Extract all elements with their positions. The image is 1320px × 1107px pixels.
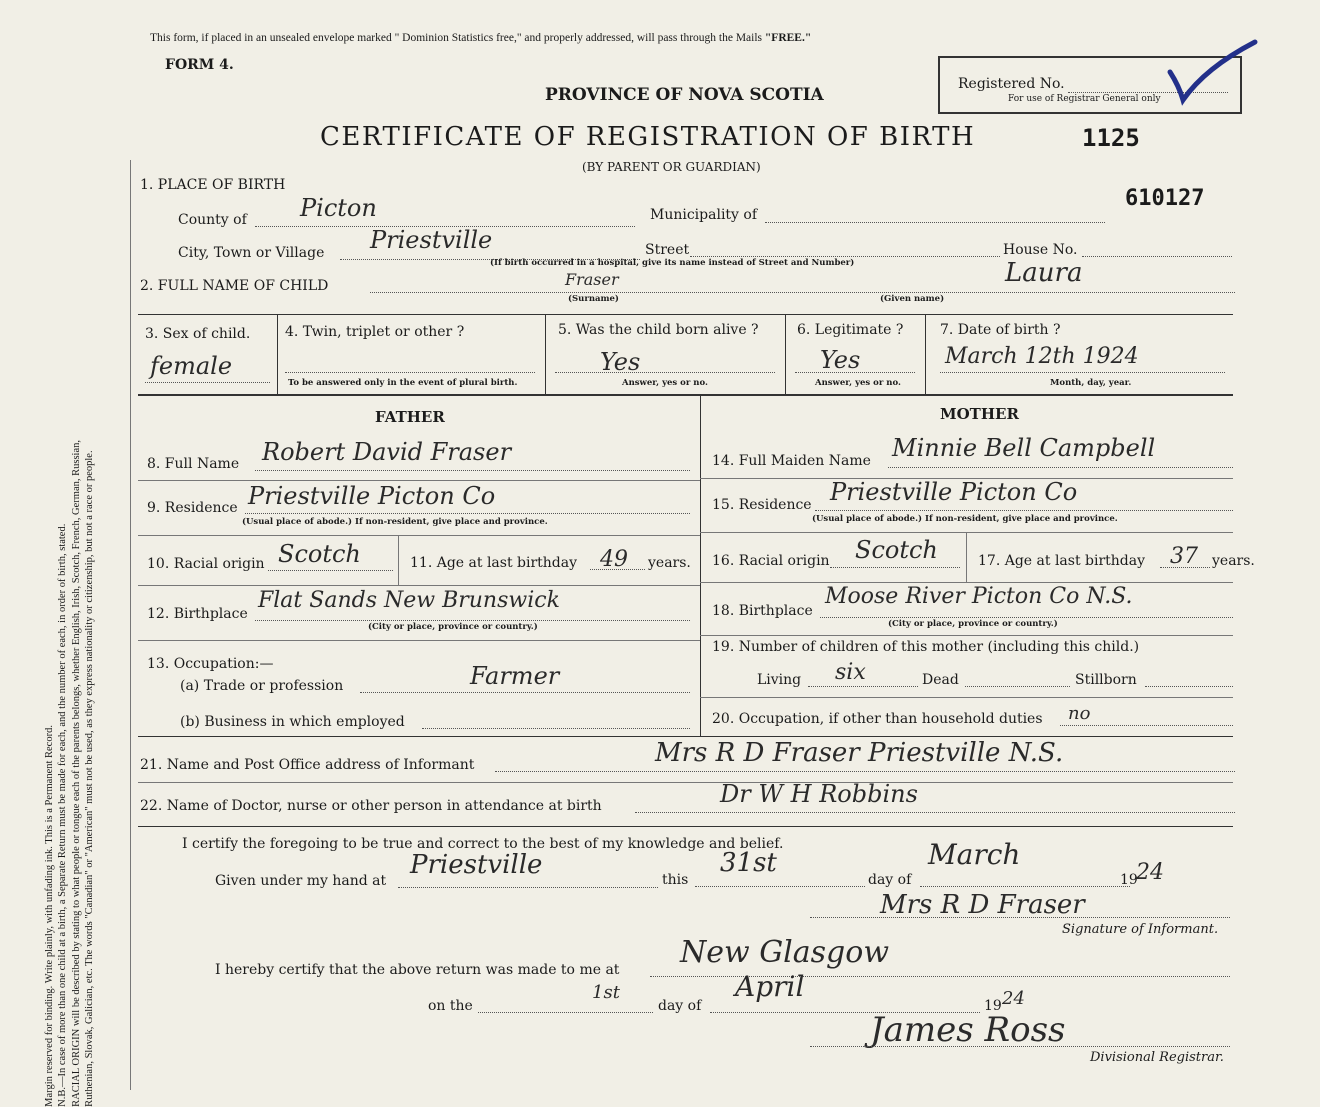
mother-row-rule-5	[700, 697, 1233, 698]
box-row-bottom-rule	[138, 394, 1233, 396]
father-row-rule-1	[138, 480, 700, 481]
doctor-value: Dr W H Robbins	[720, 780, 918, 808]
stamp-number-top: 1125	[1082, 124, 1140, 152]
form-number: FORM 4.	[165, 57, 234, 73]
binding-margin-note	[43, 27, 97, 1107]
registrar-place-value: New Glasgow	[680, 935, 890, 970]
surname-caption: (Surname)	[568, 294, 619, 304]
father-birthplace-value: Flat Sands New Brunswick	[258, 588, 560, 613]
informant-line	[495, 771, 1235, 772]
sex-label: 3. Sex of child.	[145, 326, 251, 342]
mother-row-rule-4	[700, 635, 1233, 636]
mother-race-label: 16. Racial origin	[712, 553, 830, 569]
mother-age-unit: years.	[1212, 553, 1255, 569]
house-line	[1082, 256, 1232, 257]
registrar-year-prefix: 19	[984, 998, 1002, 1014]
mother-name-line	[888, 467, 1233, 468]
certification-year-value: 24	[1136, 860, 1164, 885]
living-label: Living	[757, 672, 802, 688]
county-label: County of	[178, 212, 247, 228]
dob-caption: Month, day, year.	[1050, 378, 1132, 388]
mother-name-label: 14. Full Maiden Name	[712, 453, 871, 469]
certificate-subtitle: (BY PARENT OR GUARDIAN)	[582, 160, 761, 174]
street-line	[690, 256, 1000, 257]
place-of-birth-heading: 1. PLACE OF BIRTH	[140, 177, 286, 193]
mother-occupation-line	[1060, 725, 1233, 726]
margin-note-line-3: RACIAL ORIGIN will be described by stating to what people or tongue each of the parents belongs, whether English, Irish, Scotch, French, German, Russian,	[71, 440, 82, 1107]
father-name-line	[255, 470, 690, 471]
province-heading: PROVINCE OF NOVA SCOTIA	[545, 85, 824, 105]
father-business-line	[422, 728, 690, 729]
father-age-value: 49	[600, 547, 628, 572]
informant-value: Mrs R D Fraser Priestville N.S.	[655, 738, 1064, 768]
legitimate-line	[795, 372, 915, 373]
father-occupation-label: 13. Occupation:—	[147, 656, 274, 672]
margin-note-line-2: N.B.—In case of more than one child at a birth, a Separate Return must be made for each, and the number of each, in order of birth, stated.	[57, 523, 69, 1107]
informant-label: 21. Name and Post Office address of Informant	[140, 757, 475, 773]
mother-race-value: Scotch	[855, 536, 938, 564]
father-age-line	[590, 569, 645, 570]
stillborn-line	[1145, 686, 1233, 687]
mother-age-value: 37	[1170, 544, 1198, 569]
box-divider-1	[277, 314, 278, 394]
mother-race-line	[830, 567, 960, 568]
registrar-signature-caption: Divisional Registrar.	[1090, 1050, 1224, 1065]
mother-name-value: Minnie Bell Campbell	[892, 434, 1156, 462]
month-line	[920, 886, 1130, 887]
father-age-label: 11. Age at last birthday	[410, 555, 578, 571]
mother-residence-value: Priestville Picton Co	[830, 478, 1078, 506]
child-given-value: Laura	[1005, 258, 1083, 288]
registrar-day-value: 1st	[592, 982, 620, 1003]
given-place-value: Priestville	[410, 850, 543, 880]
this-label: this	[662, 872, 689, 888]
margin-note-line-1: Margin reserved for binding. Write plainly, with unfading ink. This is a Permanent Record.	[44, 725, 56, 1107]
street-label: Street	[645, 242, 690, 258]
given-place-line	[398, 887, 658, 888]
father-birthplace-line	[255, 620, 690, 621]
doctor-label: 22. Name of Doctor, nurse or other person in attendance at birth	[140, 798, 602, 814]
informant-rule	[138, 782, 1233, 783]
father-row-rule-4	[138, 640, 700, 641]
mother-occupation-label: 20. Occupation, if other than household duties	[712, 711, 1043, 727]
sex-value: female	[150, 352, 233, 380]
twin-label: 4. Twin, triplet or other ?	[285, 324, 465, 340]
dob-label: 7. Date of birth ?	[940, 322, 1061, 338]
mother-age-label: 17. Age at last birthday	[978, 553, 1146, 569]
house-label: House No.	[1003, 242, 1078, 258]
alive-label: 5. Was the child born alive ?	[558, 322, 759, 338]
living-value: six	[835, 660, 866, 685]
mother-birthplace-line	[820, 617, 1233, 618]
father-birthplace-label: 12. Birthplace	[147, 606, 248, 622]
certification-year-prefix: 19	[1120, 872, 1138, 888]
mother-race-divider	[966, 532, 967, 582]
father-age-unit: years.	[648, 555, 691, 571]
mail-notice	[150, 32, 811, 44]
mail-notice-free: "FREE."	[764, 32, 812, 44]
informant-signature-caption: Signature of Informant.	[1062, 922, 1219, 937]
father-trade-line	[360, 692, 690, 693]
stillborn-label: Stillborn	[1075, 672, 1137, 688]
box-divider-3	[785, 314, 786, 394]
father-name-value: Robert David Fraser	[262, 438, 512, 466]
alive-line	[555, 372, 775, 373]
alive-caption: Answer, yes or no.	[622, 378, 708, 388]
mother-occupation-value: no	[1068, 703, 1091, 724]
margin-rule	[130, 160, 131, 1090]
father-trade-label: (a) Trade or profession	[180, 678, 344, 694]
box-divider-4	[925, 314, 926, 394]
father-race-line	[268, 570, 393, 571]
certification-statement: I certify the foregoing to be true and correct to the best of my knowledge and belief.	[182, 836, 784, 852]
check-mark-icon	[1165, 38, 1260, 108]
given-label: Given under my hand at	[215, 873, 387, 889]
parents-bottom-rule	[138, 736, 1233, 737]
registrar-statement: I hereby certify that the above return was made to me at	[215, 962, 620, 978]
father-name-label: 8. Full Name	[147, 456, 240, 472]
registered-sublabel: For use of Registrar General only	[1008, 94, 1161, 104]
child-name-label: 2. FULL NAME OF CHILD	[140, 278, 329, 294]
sex-line	[145, 382, 270, 383]
legitimate-caption: Answer, yes or no.	[815, 378, 901, 388]
registrar-year-value: 24	[1002, 988, 1025, 1009]
father-residence-caption: (Usual place of abode.) If non-resident, give place and province.	[242, 517, 548, 527]
mother-heading: MOTHER	[940, 405, 1019, 423]
mother-birthplace-value: Moose River Picton Co N.S.	[825, 584, 1133, 609]
informant-signature: Mrs R D Fraser	[880, 890, 1085, 920]
living-line	[808, 686, 918, 687]
father-trade-value: Farmer	[470, 662, 560, 690]
parents-divider	[700, 396, 701, 736]
dead-label: Dead	[922, 672, 959, 688]
day-of-label: day of	[868, 872, 912, 888]
margin-note-line-4: Ruthenian, Slovak, Galician, etc. The words "Canadian" or "American" must not be used, as they express nationality or citizenship, but not a race or people.	[84, 450, 96, 1107]
county-value: Picton	[300, 194, 377, 222]
city-value: Priestville	[370, 226, 493, 254]
twin-caption: To be answered only in the event of plural birth.	[288, 378, 518, 388]
certification-day-value: 31st	[720, 848, 777, 878]
mother-row-rule-3	[700, 582, 1233, 583]
legitimate-label: 6. Legitimate ?	[797, 322, 904, 338]
city-label: City, Town or Village	[178, 245, 325, 261]
registrar-day-of-label: day of	[658, 998, 702, 1014]
child-name-line	[370, 292, 1235, 293]
municipality-label: Municipality of	[650, 207, 758, 223]
mother-residence-label: 15. Residence	[712, 497, 812, 513]
father-residence-value: Priestville Picton Co	[248, 482, 496, 510]
doctor-rule	[138, 826, 1233, 827]
day-line	[695, 886, 865, 887]
registrar-month-value: April	[735, 970, 805, 1003]
mail-notice-text: This form, if placed in an unsealed envelope marked " Dominion Statistics free," and properly addressed, will pass through the Mails	[150, 32, 763, 44]
mother-age-line	[1160, 567, 1210, 568]
alive-value: Yes	[600, 348, 641, 376]
doctor-line	[635, 812, 1235, 813]
informant-signature-line	[810, 917, 1230, 918]
mother-children-label: 19. Number of children of this mother (including this child.)	[712, 639, 1140, 655]
father-race-value: Scotch	[278, 540, 361, 568]
dead-line	[965, 686, 1070, 687]
twin-line	[285, 372, 535, 373]
registrar-signature: James Ross	[870, 1010, 1066, 1050]
child-surname-value: Fraser	[565, 270, 619, 289]
hospital-note: (If birth occurred in a hospital, give its name instead of Street and Number)	[490, 258, 855, 268]
registrar-signature-line	[810, 1046, 1230, 1047]
father-race-divider	[398, 535, 399, 585]
father-row-rule-2	[138, 535, 700, 536]
mother-residence-caption: (Usual place of abode.) If non-resident, give place and province.	[812, 514, 1118, 524]
father-residence-line	[245, 513, 690, 514]
dob-line	[940, 372, 1225, 373]
father-heading: FATHER	[375, 408, 445, 426]
registrar-day-line	[478, 1012, 653, 1013]
mother-birthplace-label: 18. Birthplace	[712, 603, 813, 619]
father-residence-label: 9. Residence	[147, 500, 238, 516]
father-birthplace-caption: (City or place, province or country.)	[368, 622, 538, 632]
municipality-line	[765, 222, 1105, 223]
box-divider-2	[545, 314, 546, 394]
mother-residence-line	[815, 510, 1233, 511]
certificate-title: CERTIFICATE OF REGISTRATION OF BIRTH	[320, 122, 976, 152]
father-race-label: 10. Racial origin	[147, 556, 265, 572]
certification-month-value: March	[928, 838, 1021, 871]
given-name-caption: (Given name)	[880, 294, 945, 304]
father-row-rule-3	[138, 585, 700, 586]
box-row-top-rule	[138, 314, 1233, 315]
registered-label: Registered No.	[958, 76, 1065, 92]
registrar-on-label: on the	[428, 998, 473, 1014]
father-business-label: (b) Business in which employed	[180, 714, 405, 730]
legitimate-value: Yes	[820, 346, 861, 374]
mother-birthplace-caption: (City or place, province or country.)	[888, 619, 1058, 629]
stamp-number: 610127	[1125, 186, 1205, 211]
dob-value: March 12th 1924	[945, 344, 1139, 369]
